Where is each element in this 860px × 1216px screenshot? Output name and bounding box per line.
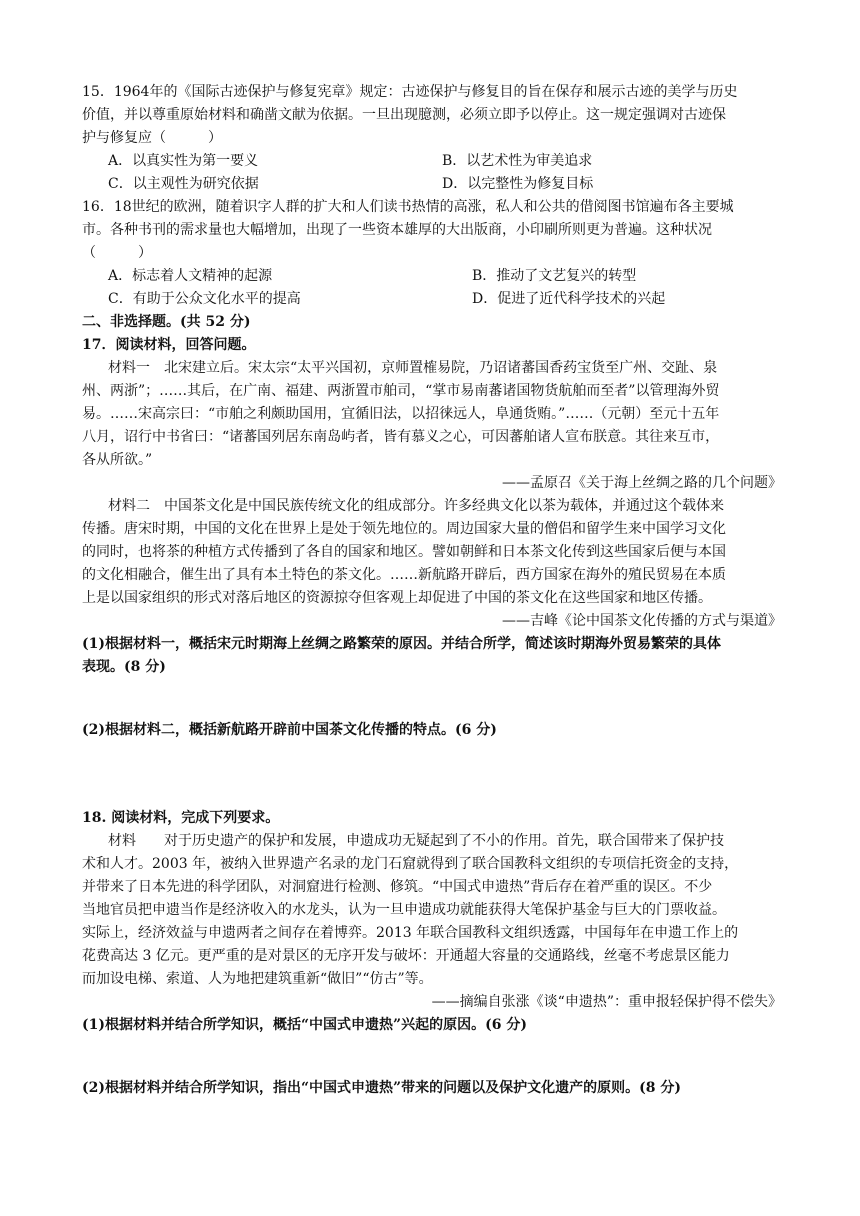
q17-material2-line-3: 的同时，也将茶的种植方式传播到了各自的国家和地区。譬如朝鲜和日本茶文化传到这些国家后便与本国 <box>82 544 726 560</box>
q15-option-d: D．以完整性为修复目标 <box>442 176 594 192</box>
q17-subquestion1-line-2: 表现。(8 分) <box>82 659 166 675</box>
q17-material1-line-2: 州、两浙”；……其后，在广南、福建、两浙置市舶司，“掌市易南蕃诸国物货航舶而至者”以管理海外贸 <box>82 383 720 399</box>
q18-subquestion2: (2)根据材料并结合所学知识，指出“中国式申遗热”带来的问题以及保护文化遗产的原则。(8 分) <box>82 1080 681 1096</box>
q15-stem-line-1: 15．1964年的《国际古迹保护与修复宪章》规定：古迹保护与修复目的旨在保存和展示古迹的美学与历史 <box>82 84 738 100</box>
q17-material1-line-4: 八月，诏行中书省曰：“诸蕃国列居东南岛屿者，皆有慕义之心，可因蕃舶诸人宣布朕意。其往来互市， <box>82 429 720 445</box>
q17-material1-line-3: 易。……宋高宗曰：“市舶之利颇助国用，宜循旧法，以招徕远人，阜通货贿。”……（元朝）至元十五年 <box>82 406 720 422</box>
q15-option-a: A．以真实性为第一要义 <box>108 153 259 169</box>
q18-material-line-6: 花费高达 3 亿元。更严重的是对景区的无序开发与破坏：开通超大容量的交通路线，丝毫不考虑景区能力 <box>82 948 730 964</box>
q18-subquestion1: (1)根据材料并结合所学知识，概括“中国式申遗热”兴起的原因。(6 分) <box>82 1017 527 1033</box>
q17-subquestion2: (2)根据材料二，概括新航路开辟前中国茶文化传播的特点。(6 分) <box>82 722 497 738</box>
q18-material-line-4: 当地官员把申遗当作是经济收入的水龙头，认为一旦申遗成功就能获得大笔保护基金与巨大的门票收益。 <box>82 902 726 918</box>
q15-stem-line-3: 护与修复应（ ） <box>82 130 222 146</box>
q17-material2-line-2: 传播。唐宋时期，中国的文化在世界上是处于领先地位的。周边国家大量的僧侣和留学生来中国学习文化 <box>82 521 726 537</box>
q18-material-line-5: 实际上，经济效益与申遗两者之间存在着博弈。2013 年联合国教科文组织透露，中国每年在申遗工作上的 <box>82 925 739 941</box>
q15-option-c: C．以主观性为研究依据 <box>108 176 259 192</box>
q18-material-line-3: 并带来了日本先进的科学团队，对洞窟进行检测、修筑。“中国式申遗热”背后存在着严重的误区。不少 <box>82 879 713 895</box>
q17-material1-line-5: 各从所欲。” <box>82 452 153 468</box>
section2-title: 二、非选择题。(共 52 分) <box>82 314 251 330</box>
q17-source2: ——吉峰《论中国茶文化传播的方式与渠道》 <box>502 613 782 629</box>
q17-title: 17．阅读材料，回答问题。 <box>82 337 256 353</box>
q18-material-line-1: 材料 对于历史遗产的保护和发展，申遗成功无疑起到了不小的作用。首先，联合国带来了保护技 <box>108 833 724 849</box>
q17-material2-line-4: 的文化相融合，催生出了具有本土特色的茶文化。……新航路开辟后，西方国家在海外的殖民贸易在本质 <box>82 567 726 583</box>
q18-source: ——摘编自张涨《谈“申遗热”：重申报轻保护得不偿失》 <box>431 994 782 1010</box>
q17-material2-line-5: 上是以国家组织的形式对落后地区的资源掠夺但客观上却促进了中国的茶文化在这些国家和地区传播。 <box>82 590 712 606</box>
q16-option-c: C．有助于公众文化水平的提高 <box>108 291 301 307</box>
q16-stem-line-2: 市。各种书刊的需求量也大幅增加，出现了一些资本雄厚的大出版商，小印刷所则更为普遍。这种状况 <box>82 222 712 238</box>
q17-material2-line-1: 材料二 中国茶文化是中国民族传统文化的组成部分。许多经典文化以茶为载体，并通过这个载体来 <box>108 498 724 514</box>
q15-option-b: B．以艺术性为审美追求 <box>442 153 593 169</box>
q16-stem-line-3: （ ） <box>82 245 152 261</box>
q16-option-a: A．标志着人文精神的起源 <box>108 268 273 284</box>
q15-stem-line-2: 价值，并以尊重原始材料和确凿文献为依据。一旦出现臆测，必须立即予以停止。这一规定强调对古迹保 <box>82 107 726 123</box>
q17-source1: ——孟原召《关于海上丝绸之路的几个问题》 <box>502 475 782 491</box>
q18-material-line-2: 术和人才。2003 年，被纳入世界遗产名录的龙门石窟就得到了联合国教科文组织的专项信托资金的支持， <box>82 856 739 872</box>
q17-material1-line-1: 材料一 北宋建立后。宋太宗“太平兴国初，京师置榷易院，乃诏诸蕃国香药宝货至广州、交趾、泉 <box>108 360 718 376</box>
q16-option-d: D．促进了近代科学技术的兴起 <box>472 291 666 307</box>
q16-option-b: B．推动了文艺复兴的转型 <box>472 268 637 284</box>
q18-material-line-7: 而加设电梯、索道、人为地把建筑重新“做旧”“仿古”等。 <box>82 971 433 987</box>
q18-title: 18. 阅读材料，完成下列要求。 <box>82 810 280 826</box>
q17-subquestion1-line-1: (1)根据材料一，概括宋元时期海上丝绸之路繁荣的原因。并结合所学，简述该时期海外贸易繁荣的具体 <box>82 636 721 652</box>
q16-stem-line-1: 16．18世纪的欧洲，随着识字人群的扩大和人们读书热情的高涨，私人和公共的借阅图书馆遍布各主要城 <box>82 199 734 215</box>
